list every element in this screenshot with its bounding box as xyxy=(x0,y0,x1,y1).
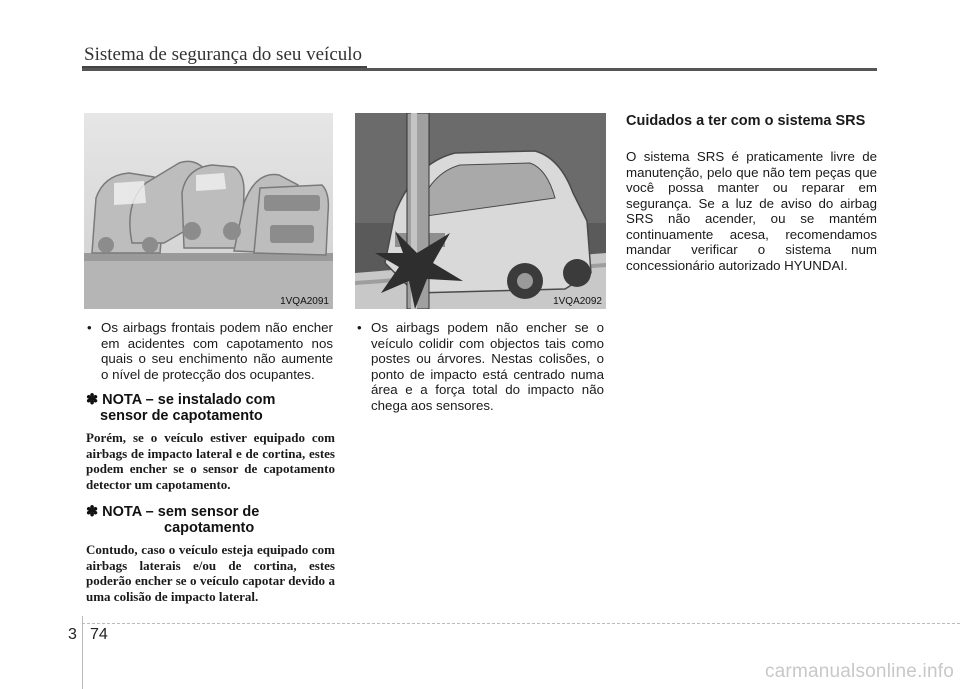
section-body-srs-care: O sistema SRS é praticamente livre de manutenção, pelo que não tem peças que você possa manter ou reparar em segurança. Se a luz de aviso do airbag SRS não acender, ou se mantém continuamente acesa, recomendamos mandar verificar o sistema num concessionário autorizado HYUNDAI. xyxy=(626,149,877,273)
chapter-number: 3 xyxy=(68,626,77,643)
bullet-dot: • xyxy=(357,320,362,335)
section-title-srs-care: Cuidados a ter com o sistema SRS xyxy=(626,113,866,129)
bullet-text: Os airbags frontais podem não encher em acidentes com capotamento nos quais o seu enchimento não aumente o nível de protecção dos ocupantes. xyxy=(101,320,333,382)
note-title-line: capotamento xyxy=(164,520,255,536)
note-title-line: ✽ NOTA – sem sensor de xyxy=(86,504,260,520)
note-title-with-sensor xyxy=(86,392,336,424)
bullet-dot: • xyxy=(87,320,92,335)
watermark: carmanualsonline.info xyxy=(764,661,954,682)
figure-code: 1VQA2092 xyxy=(553,296,602,307)
header-rule xyxy=(82,68,877,71)
footer-divider-vertical xyxy=(82,616,83,689)
figure-pole-impact xyxy=(355,113,606,309)
page-number: 74 xyxy=(90,626,108,643)
note-title-line: ✽ NOTA – se instalado com xyxy=(86,392,276,408)
figure-code: 1VQA2091 xyxy=(280,296,329,307)
note-title-without-sensor xyxy=(86,504,336,536)
bullet-text: Os airbags podem não encher se o veículo colidir com objectos tais como postes ou árvores. Nestas colisões, o ponto de impacto está centrado numa área e a força total do impacto não chega aos sensores. xyxy=(371,320,604,413)
bullet-rollover-note xyxy=(87,320,333,382)
page-header-title: Sistema de segurança do seu veículo xyxy=(84,44,363,65)
note-body-with-sensor: Porém, se o veículo estiver equipado com airbags de impacto lateral e de cortina, estes podem encher se o sensor de capotamento detector um capotamento. xyxy=(86,430,335,492)
pole-impact-illustration xyxy=(355,113,606,309)
footer-divider-horizontal xyxy=(82,623,960,624)
note-title-line: sensor de capotamento xyxy=(100,408,263,424)
figure-rollover xyxy=(84,113,333,309)
note-body-without-sensor: Contudo, caso o veículo esteja equipado com airbags laterais e/ou de cortina, estes poderão encher se o veículo capotar devido a uma colisão de impacto lateral. xyxy=(86,542,335,604)
bullet-pole-note xyxy=(357,320,604,413)
rollover-vehicle-illustration xyxy=(84,113,333,309)
